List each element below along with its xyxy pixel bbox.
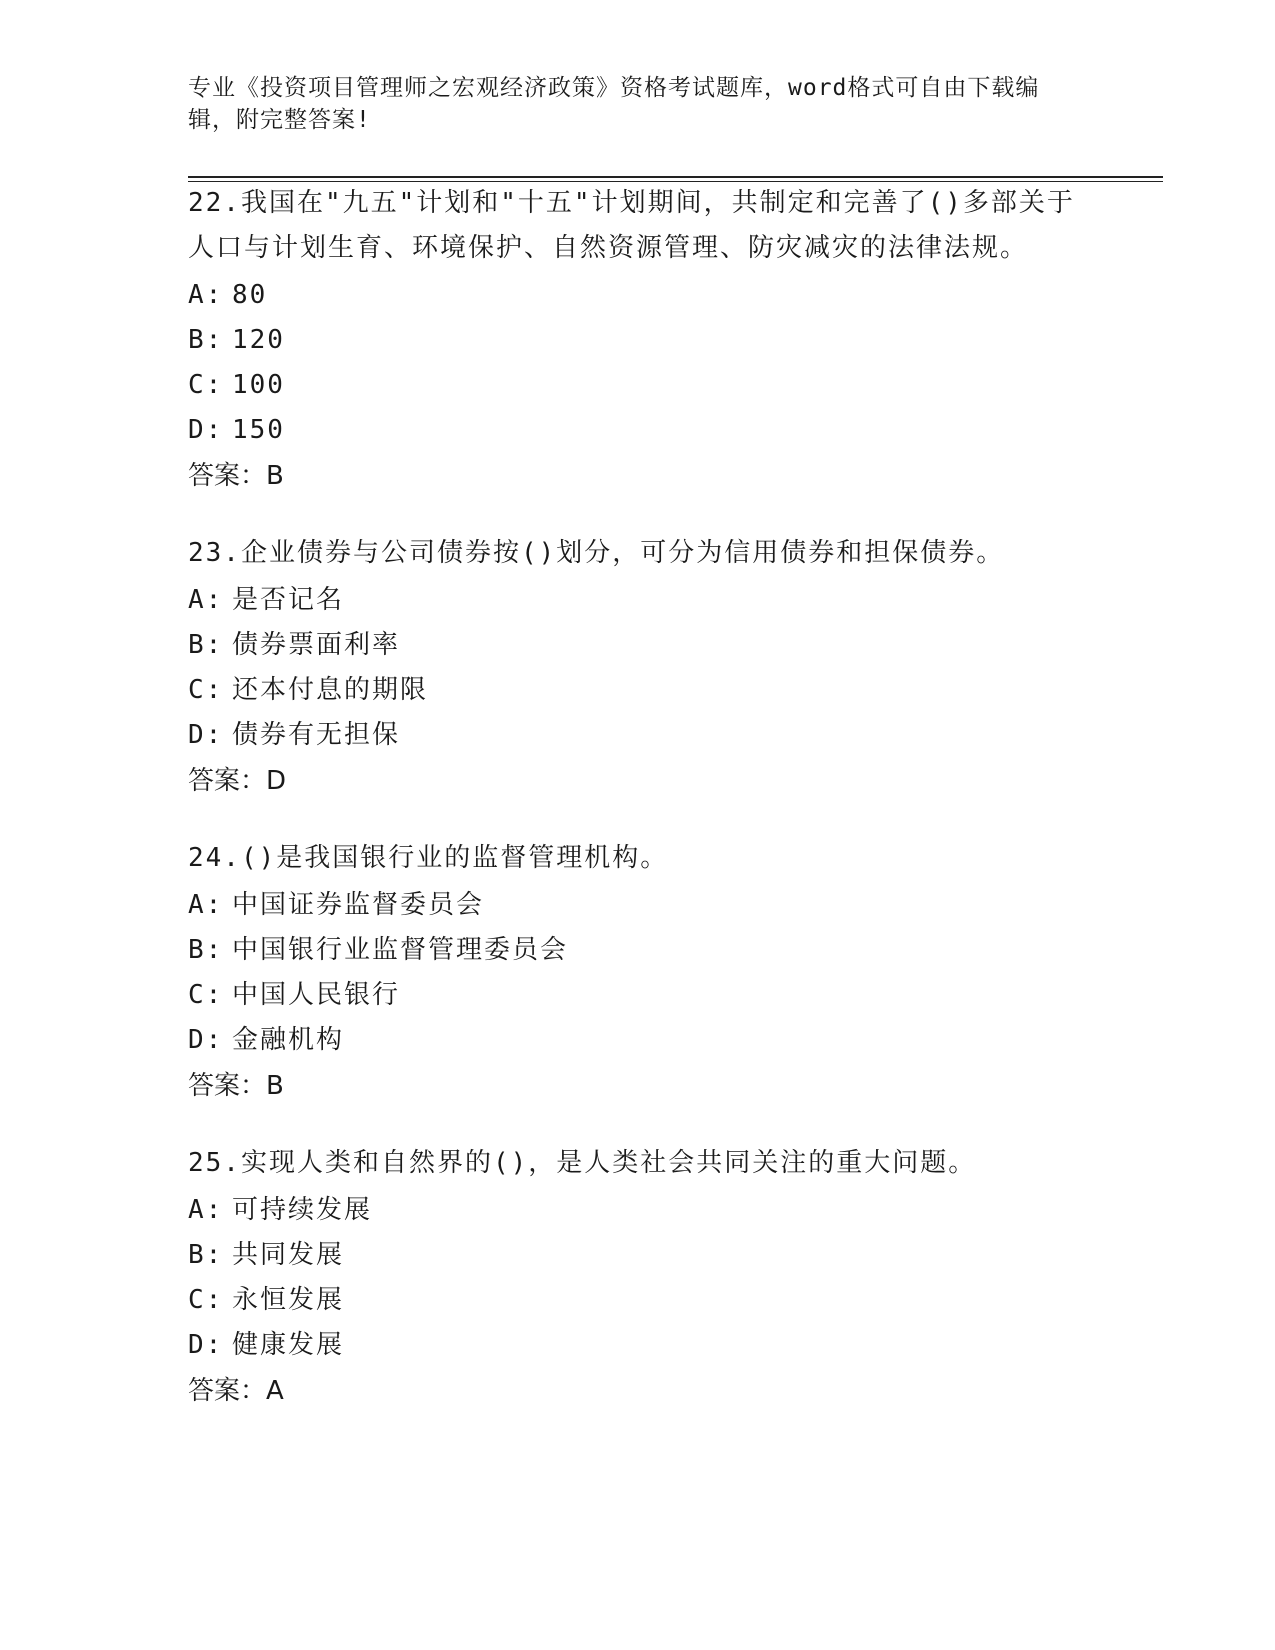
answer-line: 答案：A [188,1376,284,1406]
option-key: A: [188,280,224,310]
option-text: 中国人民银行 [232,980,401,1010]
option-text: 中国银行业监督管理委员会 [232,935,569,965]
option-key: A: [188,890,224,920]
question-24 [188,836,1078,1109]
option-a [188,883,1078,928]
option-text: 中国证券监督委员会 [232,890,485,920]
header-divider-thick [188,176,1163,178]
option-b [188,623,1078,668]
option-key: B: [188,630,224,660]
option-d [188,1323,1078,1368]
option-b [188,318,1078,363]
option-key: C: [188,980,224,1010]
option-key: A: [188,585,224,615]
option-key: C: [188,370,224,400]
option-d [188,1018,1078,1063]
option-b [188,928,1078,973]
option-key: D: [188,1330,224,1360]
answer-line: 答案：B [188,461,284,491]
option-key: D: [188,415,224,445]
question-22 [188,181,1078,499]
document-intro: 专业《投资项目管理师之宏观经济政策》资格考试题库，word格式可自由下载编辑，附完整答案! [188,75,1040,133]
option-d [188,713,1078,758]
option-c [188,363,1078,408]
question-25 [188,1141,1078,1414]
option-key: B: [188,935,224,965]
option-c [188,668,1078,713]
option-text: 永恒发展 [232,1285,345,1315]
option-a [188,273,1078,318]
option-text: 120 [232,325,285,355]
option-key: C: [188,675,224,705]
option-text: 是否记名 [232,585,345,615]
option-text: 债券有无担保 [232,720,401,750]
option-d [188,408,1078,453]
option-key: D: [188,720,224,750]
question-stem: 24.()是我国银行业的监督管理机构。 [188,843,669,873]
answer-line: 答案：B [188,1071,284,1101]
option-key: B: [188,1240,224,1270]
option-key: A: [188,1195,224,1225]
option-text: 150 [232,415,285,445]
option-text: 债券票面利率 [232,630,401,660]
option-text: 还本付息的期限 [232,675,429,705]
option-key: D: [188,1025,224,1055]
option-text: 80 [232,280,268,310]
option-text: 共同发展 [232,1240,345,1270]
option-a [188,1188,1078,1233]
option-key: B: [188,325,224,355]
question-23 [188,531,1078,804]
option-c [188,1278,1078,1323]
option-a [188,578,1078,623]
option-text: 健康发展 [232,1330,345,1360]
option-text: 可持续发展 [232,1195,373,1225]
option-text: 100 [232,370,285,400]
question-stem: 23.企业债券与公司债券按()划分，可分为信用债券和担保债券。 [188,538,1005,568]
option-c [188,973,1078,1018]
option-b [188,1233,1078,1278]
question-stem: 25.实现人类和自然界的()，是人类社会共同关注的重大问题。 [188,1148,977,1178]
option-key: C: [188,1285,224,1315]
option-text: 金融机构 [232,1025,345,1055]
question-stem: 22.我国在"九五"计划和"十五"计划期间，共制定和完善了()多部关于人口与计划生育、环境保护、自然资源管理、防灾减灾的法律法规。 [188,188,1075,263]
answer-line: 答案：D [188,766,287,796]
